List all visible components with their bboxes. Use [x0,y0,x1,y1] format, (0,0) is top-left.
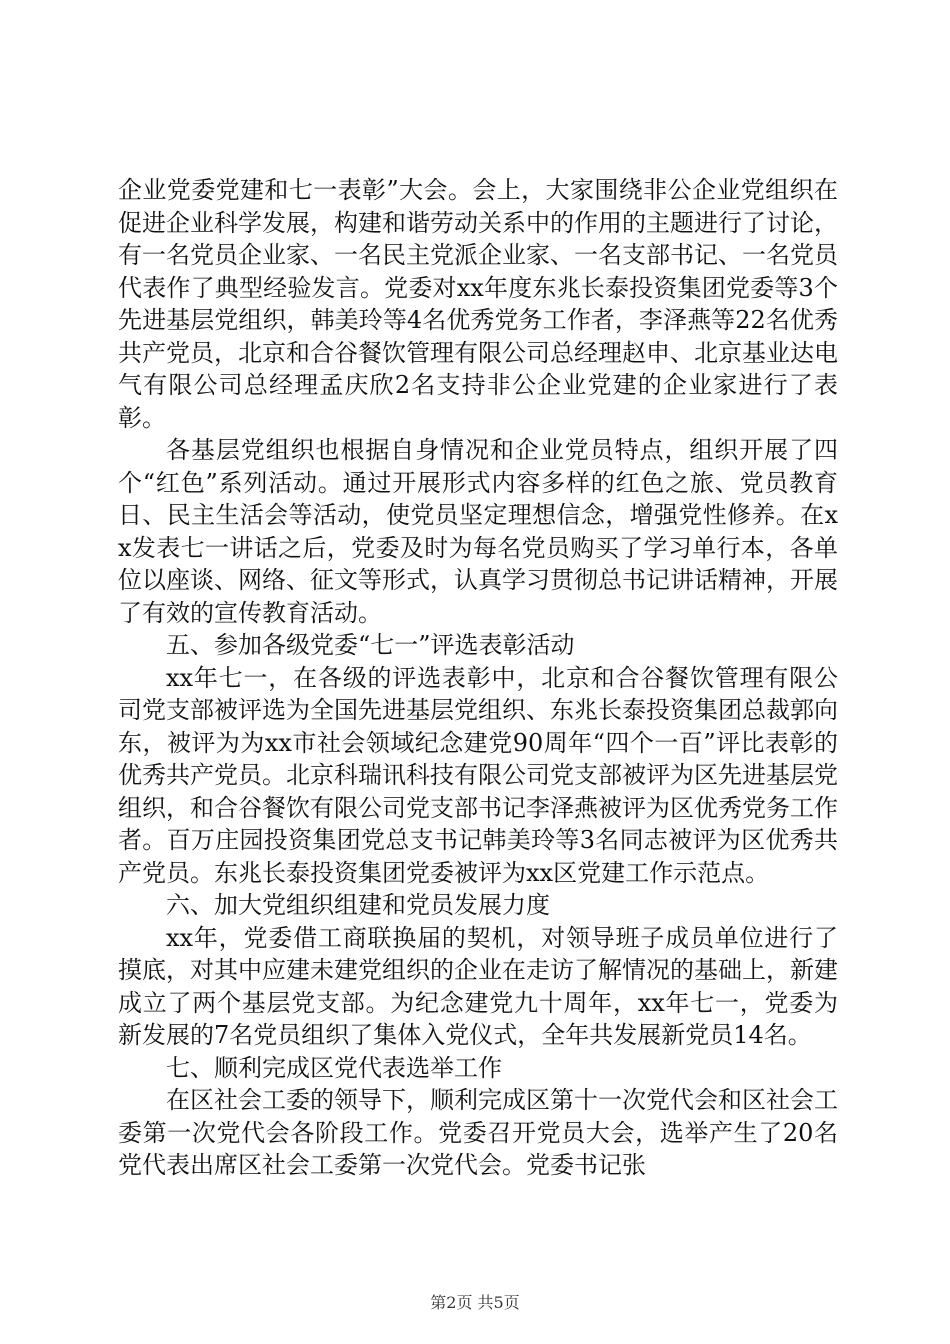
paragraph-4: xx年，党委借工商联换届的契机，对领导班子成员单位进行了摸底，对其中应建未建党组织的企业在走访了解情况的基础上，新建成立了两个基层党支部。为纪念建党九十周年，xx年七一，党委为新发展的7名党员组织了集体入党仪式，全年共发展新党员14名。 [118,923,838,1049]
paragraph-3: xx年七一，在各级的评选表彰中，北京和合谷餐饮管理有限公司党支部被评选为全国先进基层党组织、东兆长泰投资集团总裁郭向东，被评为为xx市社会领域纪念建党90周年“四个一百”评比表彰的优秀共产党员。北京科瑞讯科技有限公司党支部被评为区先进基层党组织，和合谷餐饮有限公司党支部书记李泽燕被评为区优秀党务工作者。百万庄园投资集团党总支书记韩美玲等3名同志被评为区优秀共产党员。东兆长泰投资集团党委被评为xx区党建工作示范点。 [118,663,838,887]
page-number-label: 第2页 共5页 [430,1293,520,1312]
document-body [118,174,838,1182]
section-heading-7: 七、顺利完成区党代表选举工作 [166,1053,502,1082]
paragraph-1: 企业党委党建和七一表彰”大会。会上，大家围绕非公企业党组织在促进企业科学发展，构建和谐劳动关系中的作用的主题进行了讨论，有一名党员企业家、一名民主党派企业家、一名支部书记、一名党员代表作了典型经验发言。党委对xx年度东兆长泰投资集团党委等3个先进基层党组织，韩美玲等4名优秀党务工作者，李泽燕等22名优秀共产党员，北京和合谷餐饮管理有限公司总经理赵申、北京基业达电气有限公司总经理孟庆欣2名支持非公企业党建的企业家进行了表彰。 [118,176,838,432]
paragraph-5: 在区社会工委的领导下，顺利完成区第十一次党代会和区社会工委第一次党代会各阶段工作。党委召开党员大会，选举产生了20名党代表出席区社会工委第一次党代会。党委书记张 [118,1086,838,1179]
section-heading-5: 五、参加各级党委“七一”评选表彰活动 [166,631,575,659]
page-footer [0,1290,950,1313]
section-heading-6: 六、加大党组织组建和党员发展力度 [166,891,550,919]
paragraph-2: 各基层党组织也根据自身情况和企业党员特点，组织开展了四个“红色”系列活动。通过开展形式内容多样的红色之旅、党员教育日、民主生活会等活动，使党员坚定理想信念，增强党性修养。在xx发表七一讲话之后，党委及时为每名党员购买了学习单行本，各单位以座谈、网络、征文等形式，认真学习贯彻总书记讲话精神，开展了有效的宣传教育活动。 [118,436,838,627]
